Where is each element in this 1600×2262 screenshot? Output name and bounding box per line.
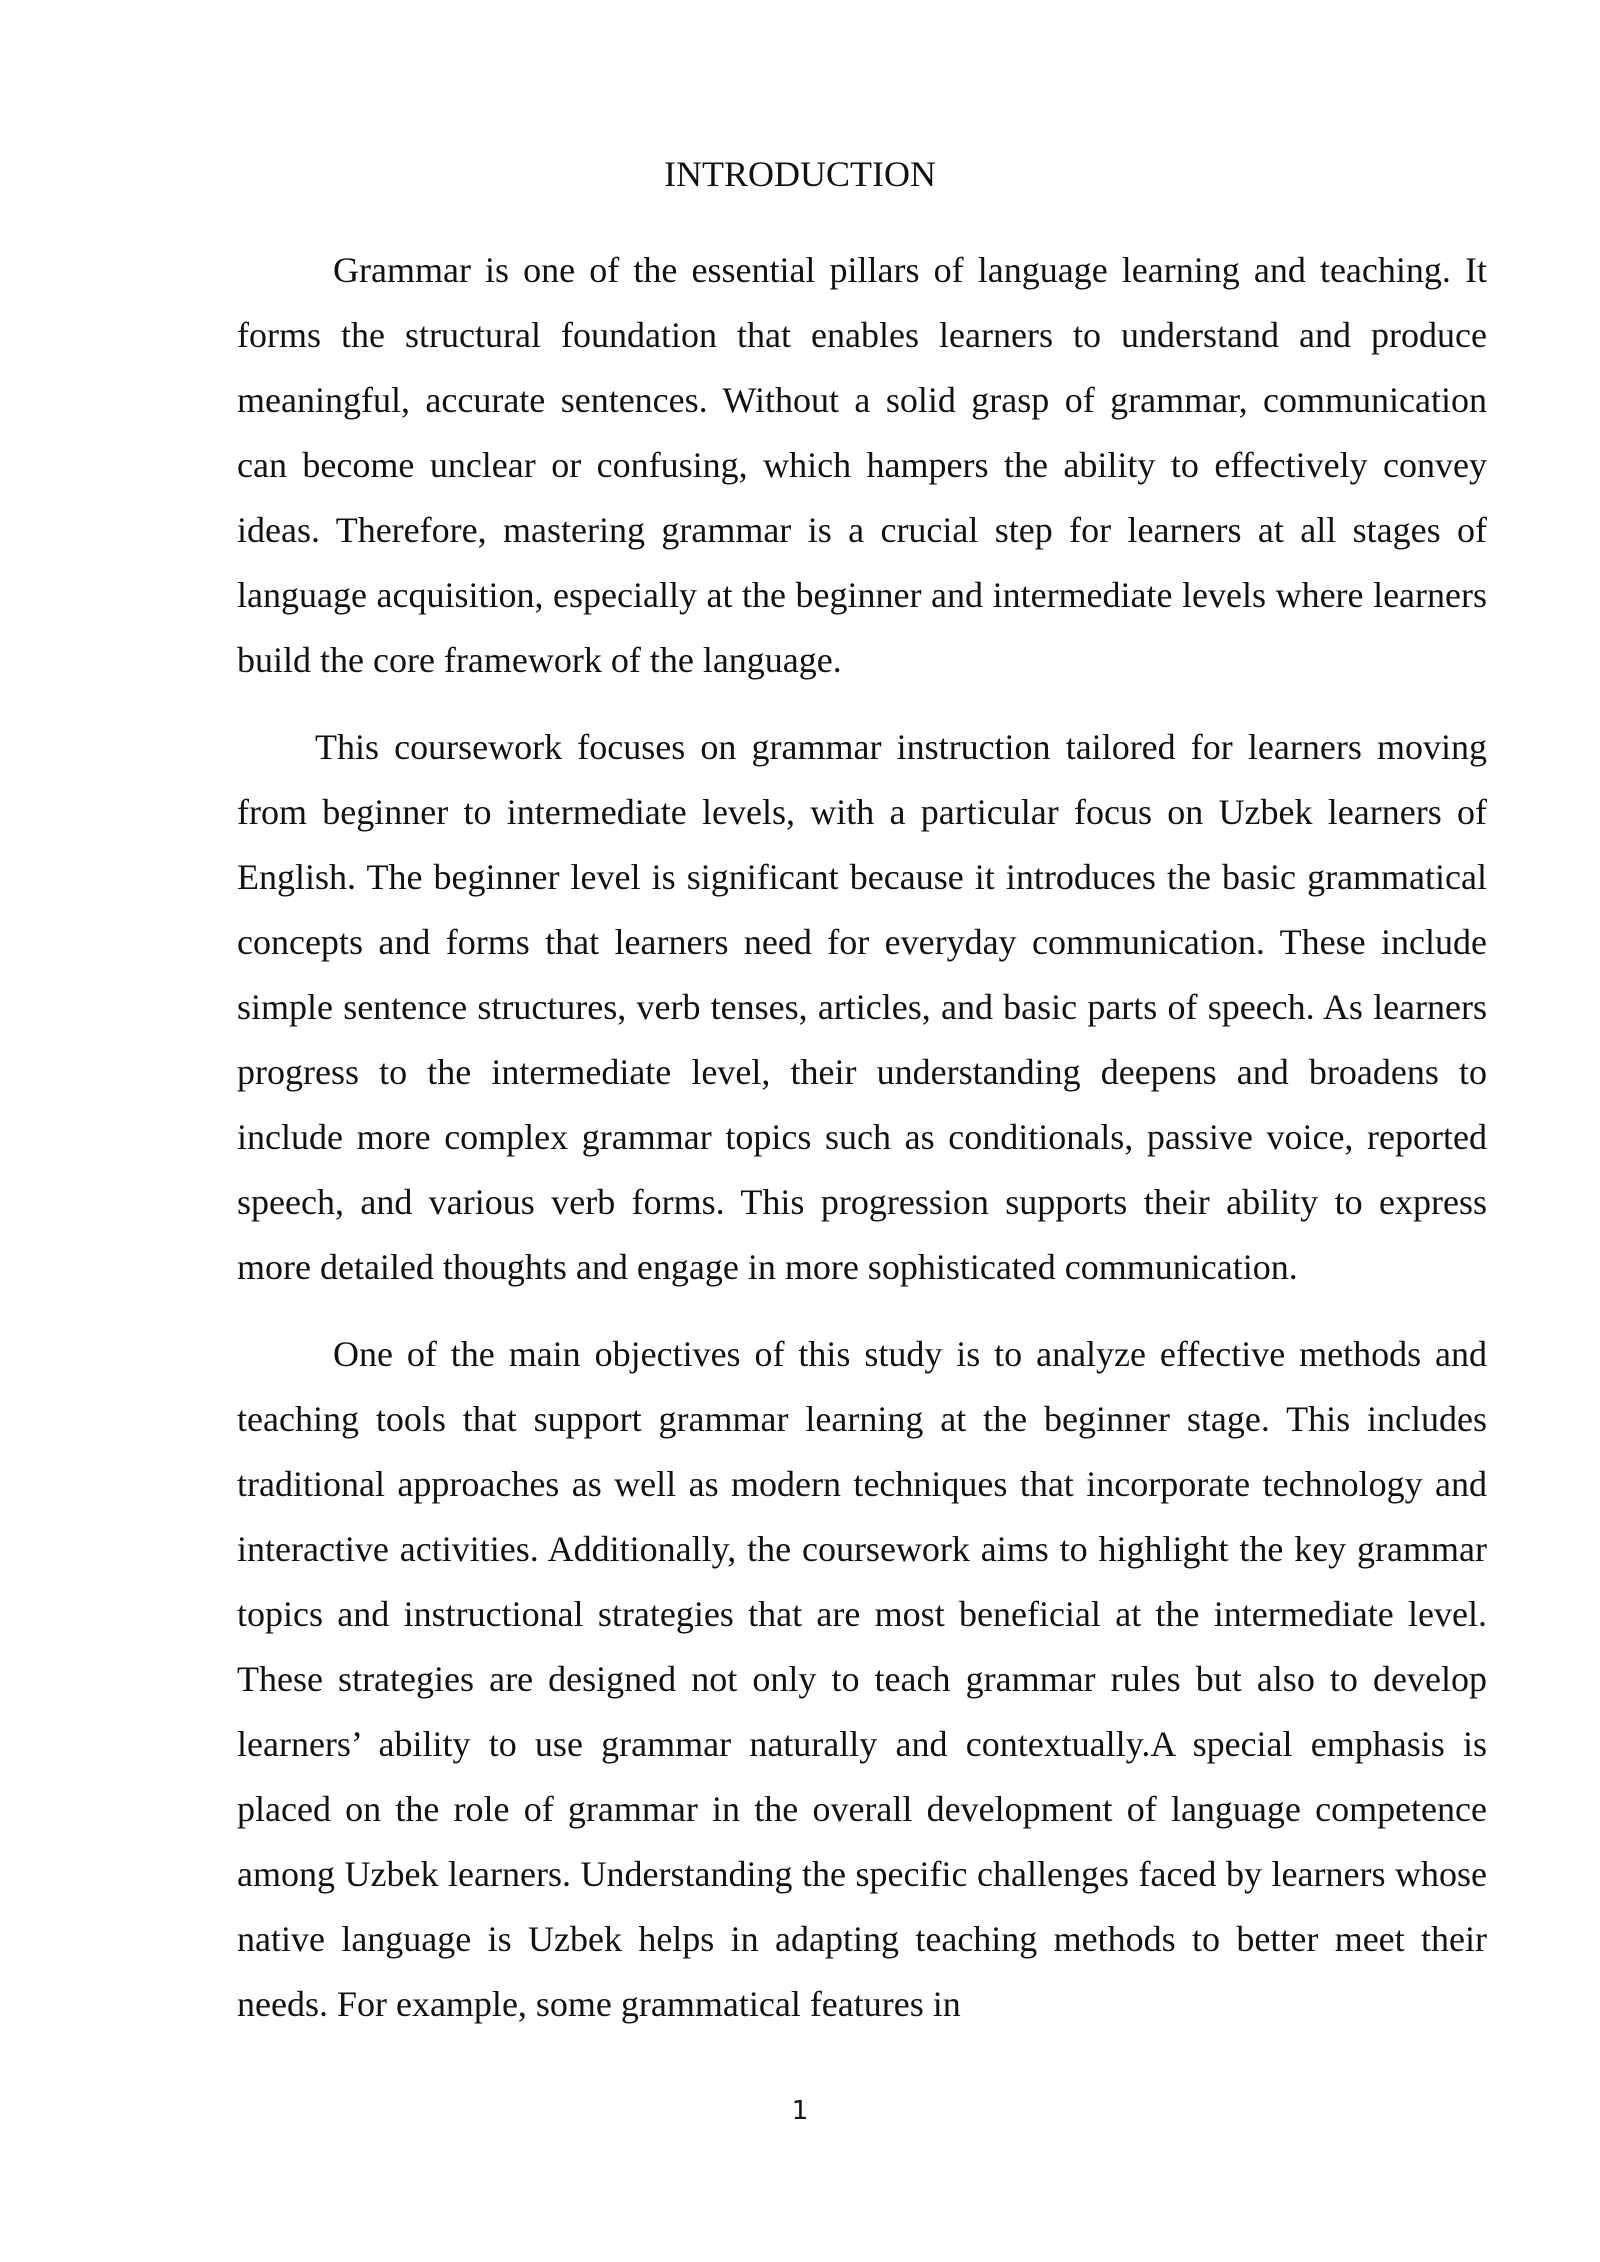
paragraph-2: This coursework focuses on grammar instruction tailored for learners moving from beginner to intermediate levels, with a particular focus on Uzbek learners of English. The beginner level is significant because it introduces the basic grammatical concepts and forms that learners need for everyday communication. These include simple sentence structures, verb tenses, articles, and basic parts of speech. As learners progress to the intermediate level, their understanding deepens and broadens to include more complex grammar topics such as conditionals, passive voice, reported speech, and various verb forms. This progression supports their ability to express more detailed thoughts and engage in more sophisticated communication.	[237, 727, 1487, 1287]
section-heading: INTRODUCTION	[664, 154, 936, 194]
body-text	[237, 238, 1487, 2059]
paragraph-1: Grammar is one of the essential pillars of language learning and teaching. It forms the structural foundation that enables learners to understand and produce meaningful, accurate sentences. Without a solid grasp of grammar, communication can become unclear or confusing, which hampers the ability to effectively convey ideas. Therefore, mastering grammar is a crucial step for learners at all stages of language acquisition, especially at the beginner and intermediate levels where learners build the core framework of the language.	[237, 250, 1487, 680]
page-number: 1	[791, 2096, 809, 2126]
paragraph-3: One of the main objectives of this study is to analyze effective methods and teaching tools that support grammar learning at the beginner stage. This includes traditional approaches as well as modern techniques that incorporate technology and interactive activities. Additionally, the coursework aims to highlight the key grammar topics and instructional strategies that are most beneficial at the intermediate level. These strategies are designed not only to teach grammar rules but also to develop learners’ ability to use grammar naturally and contextually.A special emphasis is placed on the role of grammar in the overall development of language competence among Uzbek learners. Understanding the specific challenges faced by learners whose native language is Uzbek helps in adapting teaching methods to better meet their needs. For example, some grammatical features in	[237, 1334, 1487, 2024]
